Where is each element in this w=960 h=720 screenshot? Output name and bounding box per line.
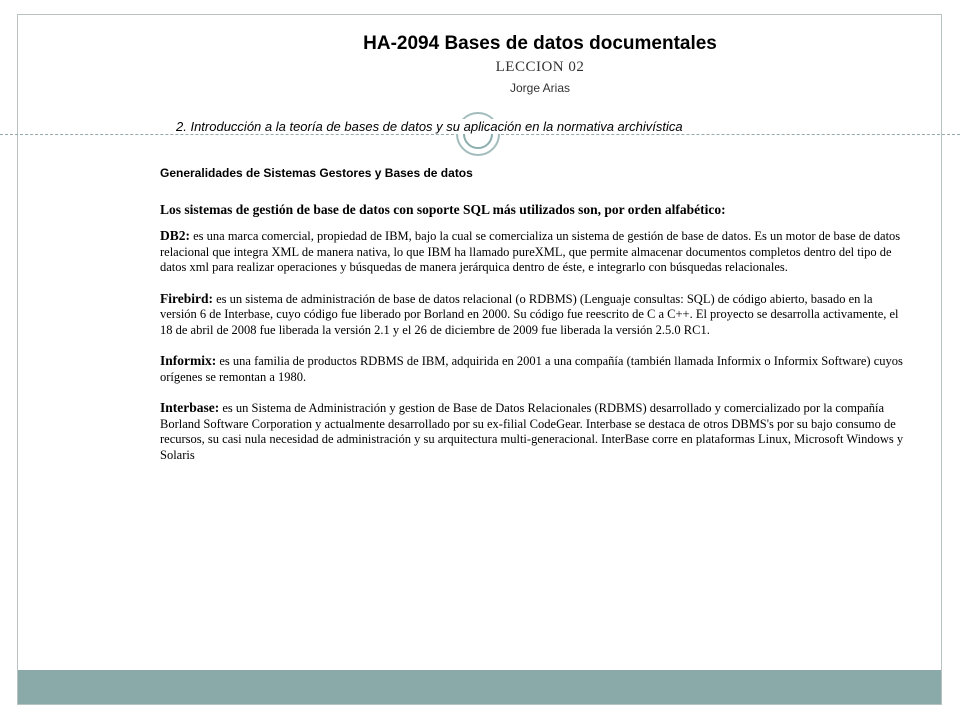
slide-subtitle: 2. Introducción a la teoría de bases de datos y su aplicación en la normativa archivística [176,119,920,134]
db2-entry [160,228,905,276]
section-heading: Generalidades de Sistemas Gestores y Bases de datos [160,166,473,180]
footer-band [18,670,941,704]
intro-paragraph: Los sistemas de gestión de base de datos con soporte SQL más utilizados son, por orden alfabético: [160,202,726,217]
informix-entry [160,353,905,385]
entry-text: es una marca comercial, propiedad de IBM, bajo la cual se comercializa un sistema de gestión de base de datos. Es un motor de base de datos relacional que integra XML de manera nativa, lo que IBM ha llamado pureXML, que permite almacenar documentos completos dentro del tipo de datos xml para realizar operaciones y búsquedas de manera jerárquica dentro de éste, e integrarlo con búsquedas relacionales. [160,229,901,274]
author-name: Jorge Arias [509,81,571,95]
slide-content [160,166,905,478]
entry-term: DB2: [160,228,190,243]
slide-title: HA-2094 Bases de datos documentales [363,33,717,54]
entry-term: Firebird: [160,290,213,306]
entry-term: Informix: [160,353,217,368]
entry-text: es un Sistema de Administración y gestion de Base de Datos Relacionales (RDBMS) desarrollado y comercializado por la compañía Borland Software Corporation y actualmente desarrollado por su ex-filial CodeGear. Interbase se destaca de otros DBMS's por su bajo consumo de recursos, su casi nula necesidad de administración y su arquitectura multi-generacional. InterBase corre en plataformas Linux, Microsoft Windows y Solaris [160,401,904,462]
entry-term: Interbase: [160,400,220,415]
lesson-label: LECCION 02 [495,59,585,75]
entry-text: es un sistema de administración de base de datos relacional (o RDBMS) (Lenguaje consultas: SQL) de código abierto, basado en la versión 6 de Interbase, cuyo código fue liberado por Borland en 2000. Su código fue reescrito de C a C++. El proyecto se desarrolla activamente, el 18 de abril de 2008 fue liberada la versión 2.1 y el 26 de diciembre de 2009 fue liberada la versión 2.5.0 RC1. [160,291,899,337]
entry-text: es una familia de productos RDBMS de IBM, adquirida en 2001 a una compañía (también llamada Informix o Informix Software) cuyos orígenes se remontan a 1980. [160,354,903,384]
firebird-entry [160,291,905,339]
interbase-entry [160,400,905,463]
